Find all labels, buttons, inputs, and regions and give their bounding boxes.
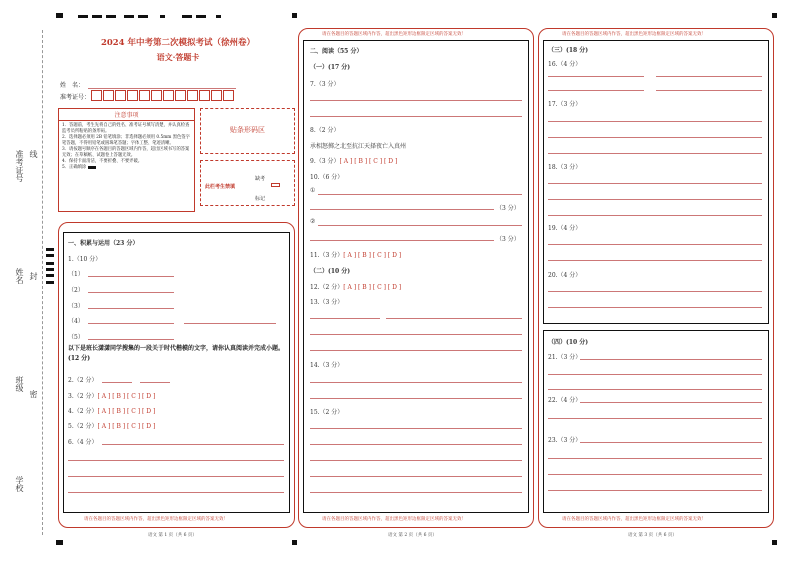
answer-line[interactable] xyxy=(310,428,522,429)
absent-mark-2: 标记 xyxy=(255,196,266,202)
q10-label: 10.（6 分） xyxy=(310,174,344,181)
warning-text: 请在各题目的答题区域内作答，超出黑色矩形边框限定区域的答案无效！ xyxy=(322,517,466,522)
section-1-title: 一、积累与运用（23 分） xyxy=(68,240,139,247)
q10-score-1: （3 分） xyxy=(496,205,520,212)
q10-circle-2: ② xyxy=(310,218,316,225)
q12-label: 12.（2 分）[ A ] [ B ] [ C ] [ D ] xyxy=(310,284,402,291)
absent-box xyxy=(200,160,295,206)
answer-line[interactable] xyxy=(88,339,174,340)
id-digit-cell[interactable] xyxy=(115,90,126,101)
q5-label: 5.（2 分）[ A ] [ B ] [ C ] [ D ] xyxy=(68,423,156,430)
answer-line[interactable] xyxy=(656,76,762,77)
page-footer: 语文 第 1 页（共 6 页） xyxy=(148,533,197,538)
note-item: 2．选择题必须用 2B 铅笔填涂；非选择题必须用 0.5mm 黑色签字笔答题，不得用铅笔或圆珠笔答题；字体工整、笔迹清晰。 xyxy=(62,135,190,146)
note-item: 1．答题前，考生先将自己的姓名、准考证号填写清楚，并认真检查监考员所粘贴的条形码。 xyxy=(62,123,190,134)
q8-label: 8.（2 分） xyxy=(310,127,340,134)
registration-mark xyxy=(56,540,63,545)
side-label-xingming: 姓名 xyxy=(15,268,24,284)
answer-line[interactable] xyxy=(310,398,522,399)
id-digit-cell[interactable] xyxy=(187,90,198,101)
answer-line[interactable] xyxy=(140,382,170,383)
answer-box-2 xyxy=(303,40,529,513)
answer-box-1 xyxy=(63,232,290,513)
q10-score-2: （3 分） xyxy=(496,236,520,243)
q11-label: 11.（3 分）[ A ] [ B ] [ C ] [ D ] xyxy=(310,252,402,259)
q1-sub: （2） xyxy=(68,287,84,294)
registration-mark xyxy=(46,262,54,265)
absent-mark-1: 缺考 xyxy=(255,176,266,182)
binding-line xyxy=(42,30,43,535)
answer-line[interactable] xyxy=(310,444,522,445)
reading-intro: 以下是班长潇潇同学搜集的一段关于时代楷模的文字，请你认真阅读并完成小题。(12 分) xyxy=(68,345,285,362)
answer-line[interactable] xyxy=(68,476,284,477)
answer-line[interactable] xyxy=(310,318,380,319)
registration-mark xyxy=(92,15,102,18)
answer-line[interactable] xyxy=(548,153,762,154)
registration-mark xyxy=(46,268,54,271)
page-footer: 语文 第 3 页（共 6 页） xyxy=(628,533,677,538)
id-digit-cell[interactable] xyxy=(151,90,162,101)
answer-line[interactable] xyxy=(548,199,762,200)
answer-line[interactable] xyxy=(310,209,494,210)
answer-line[interactable] xyxy=(318,225,522,226)
answer-line[interactable] xyxy=(548,76,644,77)
q2-label: 2.（2 分） xyxy=(68,377,98,384)
part-2-title: （二）(10 分) xyxy=(310,268,351,275)
absent-checkbox[interactable] xyxy=(271,183,280,187)
q21-label: 21.（3 分） xyxy=(548,354,582,361)
answer-line[interactable] xyxy=(88,308,174,309)
barcode-label: 贴条形码区 xyxy=(230,126,265,134)
answer-line[interactable] xyxy=(548,490,762,491)
side-label-mi: 密 xyxy=(29,390,38,398)
registration-mark xyxy=(138,15,148,18)
warning-text: 请在各题目的答题区域内作答，超出黑色矩形边框限定区域的答案无效！ xyxy=(322,32,466,37)
registration-mark xyxy=(772,540,777,545)
side-label-zhunkaozheng: 准考证号 xyxy=(15,150,24,182)
registration-mark xyxy=(46,281,54,284)
side-label-xian: 线 xyxy=(29,150,38,158)
q13-label: 13.（3 分） xyxy=(310,299,344,306)
answer-line[interactable] xyxy=(548,183,762,184)
registration-mark xyxy=(182,15,192,18)
registration-mark xyxy=(196,15,206,18)
q1-sub: （3） xyxy=(68,303,84,310)
warning-text: 请在各题目的答题区域内作答，超出黑色矩形边框限定区域的答案无效！ xyxy=(562,517,706,522)
answer-line[interactable] xyxy=(68,492,284,493)
id-digit-cell[interactable] xyxy=(211,90,222,101)
answer-line[interactable] xyxy=(548,137,762,138)
answer-line[interactable] xyxy=(580,359,762,360)
registration-mark xyxy=(216,15,221,18)
answer-line[interactable] xyxy=(310,116,522,117)
q15-label: 15.（2 分） xyxy=(310,409,344,416)
q7-label: 7.（3 分） xyxy=(310,81,340,88)
warning-text: 请在各题目的答题区域内作答，超出黑色矩形边框限定区域的答案无效！ xyxy=(84,517,228,522)
q11-options[interactable]: [ A ] [ B ] [ C ] [ D ] xyxy=(343,252,402,259)
answer-line[interactable] xyxy=(310,382,522,383)
answer-line[interactable] xyxy=(548,260,762,261)
registration-mark xyxy=(772,13,777,18)
q6-label: 6.（4 分） xyxy=(68,439,98,446)
registration-mark xyxy=(160,15,165,18)
answer-line[interactable] xyxy=(548,121,762,122)
registration-mark xyxy=(106,15,116,18)
id-digit-cell[interactable] xyxy=(175,90,186,101)
note-item: 3．请按题号顺序在各题目的答题区域内作答，超出区域书写的答案无效；在草稿纸、试题卷上答题无效。 xyxy=(62,147,190,158)
q18-label: 18.（3 分） xyxy=(548,164,582,171)
answer-line[interactable] xyxy=(656,90,762,91)
q22-label: 22.（4 分） xyxy=(548,397,582,404)
q23-label: 23.（3 分） xyxy=(548,437,582,444)
answer-line[interactable] xyxy=(548,90,644,91)
q12-options[interactable]: [ A ] [ B ] [ C ] [ D ] xyxy=(343,284,402,291)
id-digit-cell[interactable] xyxy=(223,90,234,101)
part-3-title: （三）(18 分) xyxy=(548,47,589,54)
barcode-area xyxy=(200,108,295,154)
part-4-title: （四）(10 分) xyxy=(548,339,589,346)
warning-text: 请在各题目的答题区域内作答，超出黑色矩形边框限定区域的答案无效！ xyxy=(562,32,706,37)
q4-options[interactable]: [ A ] [ B ] [ C ] [ D ] xyxy=(97,408,156,415)
answer-line[interactable] xyxy=(580,442,762,443)
answer-line[interactable] xyxy=(548,458,762,459)
id-digit-cell[interactable] xyxy=(91,90,102,101)
page-title: 2024 年中考第二次模拟考试（徐州卷） xyxy=(100,38,256,48)
answer-line[interactable] xyxy=(310,460,522,461)
registration-mark xyxy=(292,540,297,545)
answer-line[interactable] xyxy=(88,323,174,324)
page-subtitle: 语文·答题卡 xyxy=(156,52,200,62)
absent-label: 此栏考生禁填 xyxy=(205,184,236,190)
answer-line[interactable] xyxy=(548,389,762,390)
q3-label: 3.（2 分）[ A ] [ B ] [ C ] [ D ] xyxy=(68,393,156,400)
answer-line[interactable] xyxy=(88,276,174,277)
q19-label: 19.（4 分） xyxy=(548,225,582,232)
side-label-xuexiao: 学校 xyxy=(15,476,24,492)
q5-options[interactable]: [ A ] [ B ] [ C ] [ D ] xyxy=(97,423,156,430)
answer-line[interactable] xyxy=(184,323,276,324)
registration-mark xyxy=(124,15,134,18)
note-item: 4．保持卡面清洁，不要折叠、不要弄破。 xyxy=(62,159,143,164)
section-2-title: 二、阅读（55 分） xyxy=(310,48,363,55)
side-label-banji: 班级 xyxy=(15,376,24,392)
answer-line[interactable] xyxy=(310,334,522,335)
registration-mark xyxy=(46,274,54,277)
q8-poem: 承相怒掷之北至抗江天择夜亡入真州 xyxy=(310,143,407,150)
q3-options[interactable]: [ A ] [ B ] [ C ] [ D ] xyxy=(97,393,156,400)
answer-line[interactable] xyxy=(310,240,494,241)
registration-mark xyxy=(46,248,54,251)
answer-line[interactable] xyxy=(548,244,762,245)
registration-mark xyxy=(78,15,88,18)
q10-circle-1: ① xyxy=(310,187,316,194)
answer-line[interactable] xyxy=(548,307,762,308)
registration-mark xyxy=(292,13,297,18)
answer-line[interactable] xyxy=(548,374,762,375)
q14-label: 14.（3 分） xyxy=(310,362,344,369)
q9-options[interactable]: [ A ] [ B ] [ C ] [ D ] xyxy=(339,158,398,165)
q1-sub: （5） xyxy=(68,334,84,341)
answer-line[interactable] xyxy=(318,194,522,195)
answer-line[interactable] xyxy=(386,318,522,319)
q1-sub: （4） xyxy=(68,318,84,325)
fill-sample xyxy=(88,166,96,169)
page-footer: 语文 第 2 页（共 6 页） xyxy=(388,533,437,538)
q1-label: 1.（10 分） xyxy=(68,256,102,263)
answer-box-3a xyxy=(543,40,769,324)
answer-line[interactable] xyxy=(548,474,762,475)
answer-line[interactable] xyxy=(310,492,522,493)
answer-line[interactable] xyxy=(102,382,132,383)
q16-label: 16.（4 分） xyxy=(548,61,582,68)
answer-line[interactable] xyxy=(102,444,284,445)
answer-line[interactable] xyxy=(310,100,522,101)
q9-label: 9.（3 分）[ A ] [ B ] [ C ] [ D ] xyxy=(310,158,398,165)
answer-line[interactable] xyxy=(68,460,284,461)
notes-box xyxy=(58,108,195,212)
note-item: 5．正确填涂 xyxy=(62,165,87,170)
registration-mark xyxy=(46,254,54,257)
answer-line[interactable] xyxy=(310,350,522,351)
name-field[interactable] xyxy=(88,88,236,89)
notes-title: 注意事项 xyxy=(59,109,194,121)
q1-sub: （1） xyxy=(68,271,84,278)
part-1-title: （一）(17 分) xyxy=(310,64,351,71)
q20-label: 20.（4 分） xyxy=(548,272,582,279)
q17-label: 17.（3 分） xyxy=(548,101,582,108)
id-digit-cell[interactable] xyxy=(103,90,114,101)
q4-label: 4.（2 分）[ A ] [ B ] [ C ] [ D ] xyxy=(68,408,156,415)
answer-line[interactable] xyxy=(548,418,762,419)
id-digit-cell[interactable] xyxy=(127,90,138,101)
answer-line[interactable] xyxy=(88,292,174,293)
id-label: 准考证号： xyxy=(60,94,91,101)
side-label-feng: 封 xyxy=(29,272,38,280)
id-digit-cell[interactable] xyxy=(199,90,210,101)
answer-line[interactable] xyxy=(548,291,762,292)
name-label: 姓 名： xyxy=(60,82,85,89)
id-digit-cell[interactable] xyxy=(163,90,174,101)
registration-mark xyxy=(56,13,63,18)
answer-line[interactable] xyxy=(310,476,522,477)
answer-line[interactable] xyxy=(580,402,762,403)
answer-line[interactable] xyxy=(548,215,762,216)
id-digit-cell[interactable] xyxy=(139,90,150,101)
